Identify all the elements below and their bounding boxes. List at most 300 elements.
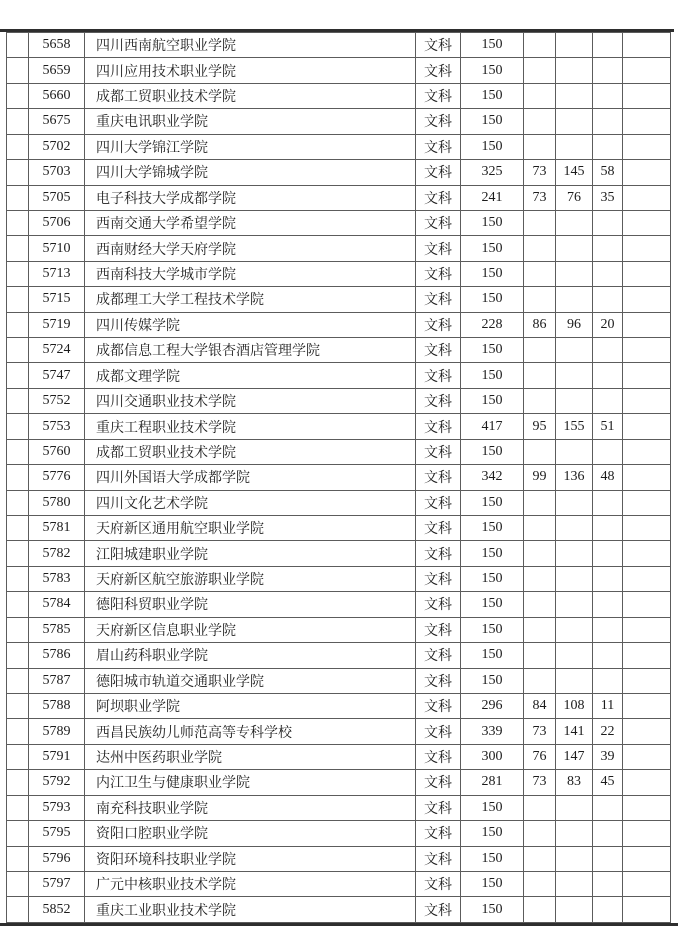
value-cell-2: [556, 566, 593, 591]
school-name-cell: 资阳口腔职业学院: [85, 821, 416, 846]
code-cell: 5675: [29, 109, 85, 134]
value-cell-1: [524, 83, 556, 108]
value-cell-4: [623, 83, 671, 108]
table-row: [7, 160, 671, 185]
school-name-cell: 重庆工业职业技术学院: [85, 897, 416, 923]
table-row: [7, 821, 671, 846]
value-cell-3: [593, 33, 623, 58]
value-cell-3: [593, 134, 623, 159]
value-cell-2: [556, 210, 593, 235]
value-cell-4: [623, 490, 671, 515]
value-cell-2: [556, 668, 593, 693]
value-cell-4: [623, 795, 671, 820]
value-cell-2: [556, 541, 593, 566]
value-cell-3: [593, 388, 623, 413]
school-name-cell: 广元中核职业技术学院: [85, 871, 416, 896]
score-cell: 150: [461, 490, 524, 515]
score-cell: 150: [461, 643, 524, 668]
school-name-cell: 成都工贸职业技术学院: [85, 439, 416, 464]
value-cell-3: [593, 287, 623, 312]
value-cell-3: 11: [593, 693, 623, 718]
score-cell: 150: [461, 439, 524, 464]
school-name-cell: 天府新区通用航空职业学院: [85, 516, 416, 541]
code-cell: 5793: [29, 795, 85, 820]
code-cell: 5705: [29, 185, 85, 210]
left-margin-cell: [7, 185, 29, 210]
subject-cell: 文科: [416, 312, 461, 337]
subject-cell: 文科: [416, 693, 461, 718]
table-row: [7, 210, 671, 235]
left-margin-cell: [7, 439, 29, 464]
value-cell-3: [593, 439, 623, 464]
value-cell-1: 95: [524, 414, 556, 439]
value-cell-2: [556, 871, 593, 896]
subject-cell: 文科: [416, 414, 461, 439]
value-cell-4: [623, 668, 671, 693]
subject-cell: 文科: [416, 744, 461, 769]
score-cell: 150: [461, 134, 524, 159]
code-cell: 5703: [29, 160, 85, 185]
score-cell: 150: [461, 846, 524, 871]
value-cell-3: [593, 338, 623, 363]
code-cell: 5706: [29, 210, 85, 235]
left-margin-cell: [7, 770, 29, 795]
school-name-cell: 四川西南航空职业学院: [85, 33, 416, 58]
left-margin-cell: [7, 414, 29, 439]
code-cell: 5791: [29, 744, 85, 769]
value-cell-3: 35: [593, 185, 623, 210]
code-cell: 5713: [29, 261, 85, 286]
value-cell-3: [593, 236, 623, 261]
score-cell: 150: [461, 236, 524, 261]
value-cell-2: [556, 83, 593, 108]
subject-cell: 文科: [416, 210, 461, 235]
value-cell-4: [623, 516, 671, 541]
left-margin-cell: [7, 821, 29, 846]
value-cell-4: [623, 363, 671, 388]
value-cell-2: [556, 236, 593, 261]
score-cell: 325: [461, 160, 524, 185]
subject-cell: 文科: [416, 719, 461, 744]
left-margin-cell: [7, 541, 29, 566]
left-margin-cell: [7, 566, 29, 591]
value-cell-1: 84: [524, 693, 556, 718]
school-name-cell: 内江卫生与健康职业学院: [85, 770, 416, 795]
value-cell-2: [556, 643, 593, 668]
value-cell-2: [556, 388, 593, 413]
value-cell-2: [556, 338, 593, 363]
value-cell-1: 76: [524, 744, 556, 769]
table-row: [7, 236, 671, 261]
score-cell: 150: [461, 871, 524, 896]
school-name-cell: 四川大学锦江学院: [85, 134, 416, 159]
score-cell: 150: [461, 592, 524, 617]
score-cell: 150: [461, 287, 524, 312]
left-margin-cell: [7, 897, 29, 923]
school-name-cell: 四川外国语大学成都学院: [85, 465, 416, 490]
score-cell: 150: [461, 261, 524, 286]
school-name-cell: 天府新区信息职业学院: [85, 617, 416, 642]
value-cell-3: [593, 795, 623, 820]
value-cell-1: [524, 643, 556, 668]
value-cell-4: [623, 287, 671, 312]
school-name-cell: 四川应用技术职业学院: [85, 58, 416, 83]
value-cell-1: [524, 58, 556, 83]
school-name-cell: 四川大学锦城学院: [85, 160, 416, 185]
table-row: [7, 261, 671, 286]
code-cell: 5719: [29, 312, 85, 337]
code-cell: 5710: [29, 236, 85, 261]
score-cell: 150: [461, 363, 524, 388]
value-cell-1: [524, 516, 556, 541]
school-name-cell: 达州中医药职业学院: [85, 744, 416, 769]
table-bottom-rule: [0, 923, 678, 926]
value-cell-4: [623, 592, 671, 617]
school-name-cell: 西南财经大学天府学院: [85, 236, 416, 261]
table-row: [7, 134, 671, 159]
value-cell-2: 96: [556, 312, 593, 337]
left-margin-cell: [7, 210, 29, 235]
table-row: [7, 795, 671, 820]
subject-cell: 文科: [416, 566, 461, 591]
value-cell-3: [593, 210, 623, 235]
value-cell-4: [623, 312, 671, 337]
value-cell-2: 83: [556, 770, 593, 795]
table-row: [7, 744, 671, 769]
code-cell: 5760: [29, 439, 85, 464]
left-margin-cell: [7, 719, 29, 744]
table-row: [7, 439, 671, 464]
score-cell: 150: [461, 897, 524, 923]
code-cell: 5789: [29, 719, 85, 744]
value-cell-2: [556, 897, 593, 923]
value-cell-1: 86: [524, 312, 556, 337]
value-cell-4: [623, 465, 671, 490]
value-cell-3: [593, 83, 623, 108]
left-margin-cell: [7, 160, 29, 185]
value-cell-4: [623, 693, 671, 718]
table-row: [7, 363, 671, 388]
table-row: [7, 617, 671, 642]
code-cell: 5702: [29, 134, 85, 159]
subject-cell: 文科: [416, 795, 461, 820]
value-cell-4: [623, 33, 671, 58]
subject-cell: 文科: [416, 83, 461, 108]
table-row: [7, 338, 671, 363]
value-cell-4: [623, 541, 671, 566]
subject-cell: 文科: [416, 261, 461, 286]
value-cell-2: 145: [556, 160, 593, 185]
code-cell: 5752: [29, 388, 85, 413]
value-cell-2: [556, 439, 593, 464]
value-cell-1: [524, 871, 556, 896]
subject-cell: 文科: [416, 134, 461, 159]
value-cell-3: 58: [593, 160, 623, 185]
score-cell: 417: [461, 414, 524, 439]
value-cell-3: 39: [593, 744, 623, 769]
value-cell-4: [623, 109, 671, 134]
value-cell-3: 51: [593, 414, 623, 439]
table-row: [7, 490, 671, 515]
subject-cell: 文科: [416, 388, 461, 413]
value-cell-1: [524, 617, 556, 642]
value-cell-3: 22: [593, 719, 623, 744]
subject-cell: 文科: [416, 439, 461, 464]
left-margin-cell: [7, 33, 29, 58]
school-name-cell: 天府新区航空旅游职业学院: [85, 566, 416, 591]
value-cell-1: [524, 490, 556, 515]
value-cell-3: 48: [593, 465, 623, 490]
left-margin-cell: [7, 363, 29, 388]
value-cell-2: [556, 821, 593, 846]
code-cell: 5797: [29, 871, 85, 896]
value-cell-3: 45: [593, 770, 623, 795]
subject-cell: 文科: [416, 617, 461, 642]
school-name-cell: 眉山药科职业学院: [85, 643, 416, 668]
table-row: [7, 871, 671, 896]
value-cell-3: [593, 490, 623, 515]
value-cell-1: 99: [524, 465, 556, 490]
value-cell-4: [623, 871, 671, 896]
subject-cell: 文科: [416, 58, 461, 83]
left-margin-cell: [7, 58, 29, 83]
value-cell-1: [524, 897, 556, 923]
value-cell-3: [593, 261, 623, 286]
value-cell-3: 20: [593, 312, 623, 337]
score-cell: 150: [461, 83, 524, 108]
value-cell-2: [556, 490, 593, 515]
value-cell-4: [623, 134, 671, 159]
score-cell: 241: [461, 185, 524, 210]
value-cell-2: 76: [556, 185, 593, 210]
code-cell: 5747: [29, 363, 85, 388]
school-name-cell: 成都信息工程大学银杏酒店管理学院: [85, 338, 416, 363]
table-row: [7, 846, 671, 871]
table-row: [7, 566, 671, 591]
table-row: [7, 643, 671, 668]
value-cell-1: [524, 566, 556, 591]
value-cell-4: [623, 414, 671, 439]
left-margin-cell: [7, 312, 29, 337]
table-row: [7, 312, 671, 337]
value-cell-1: [524, 795, 556, 820]
value-cell-2: 147: [556, 744, 593, 769]
value-cell-2: [556, 617, 593, 642]
value-cell-1: [524, 541, 556, 566]
school-name-cell: 西南交通大学希望学院: [85, 210, 416, 235]
left-margin-cell: [7, 83, 29, 108]
school-name-cell: 资阳环境科技职业学院: [85, 846, 416, 871]
value-cell-1: [524, 261, 556, 286]
code-cell: 5792: [29, 770, 85, 795]
value-cell-2: [556, 516, 593, 541]
school-name-cell: 南充科技职业学院: [85, 795, 416, 820]
code-cell: 5787: [29, 668, 85, 693]
subject-cell: 文科: [416, 770, 461, 795]
value-cell-1: [524, 109, 556, 134]
value-cell-4: [623, 236, 671, 261]
value-cell-1: [524, 846, 556, 871]
subject-cell: 文科: [416, 338, 461, 363]
school-name-cell: 阿坝职业学院: [85, 693, 416, 718]
school-name-cell: 成都理工大学工程技术学院: [85, 287, 416, 312]
score-cell: 150: [461, 541, 524, 566]
value-cell-1: [524, 821, 556, 846]
value-cell-4: [623, 58, 671, 83]
value-cell-4: [623, 744, 671, 769]
school-name-cell: 西南科技大学城市学院: [85, 261, 416, 286]
value-cell-2: 136: [556, 465, 593, 490]
left-margin-cell: [7, 643, 29, 668]
left-margin-cell: [7, 516, 29, 541]
table-row: [7, 541, 671, 566]
left-margin-cell: [7, 261, 29, 286]
left-margin-cell: [7, 287, 29, 312]
value-cell-3: [593, 592, 623, 617]
value-cell-2: [556, 109, 593, 134]
score-cell: 300: [461, 744, 524, 769]
value-cell-4: [623, 388, 671, 413]
table-row: [7, 719, 671, 744]
table-body: [7, 33, 671, 923]
table-row: [7, 185, 671, 210]
value-cell-3: [593, 846, 623, 871]
table-row: [7, 83, 671, 108]
value-cell-1: [524, 134, 556, 159]
code-cell: 5753: [29, 414, 85, 439]
table-row: [7, 33, 671, 58]
value-cell-3: [593, 363, 623, 388]
code-cell: 5776: [29, 465, 85, 490]
subject-cell: 文科: [416, 363, 461, 388]
score-cell: 150: [461, 566, 524, 591]
value-cell-3: [593, 109, 623, 134]
value-cell-4: [623, 439, 671, 464]
score-cell: 150: [461, 109, 524, 134]
value-cell-1: [524, 33, 556, 58]
left-margin-cell: [7, 338, 29, 363]
left-margin-cell: [7, 617, 29, 642]
value-cell-2: [556, 795, 593, 820]
value-cell-2: 141: [556, 719, 593, 744]
score-cell: 339: [461, 719, 524, 744]
left-margin-cell: [7, 592, 29, 617]
subject-cell: 文科: [416, 109, 461, 134]
value-cell-3: [593, 566, 623, 591]
table-row: [7, 668, 671, 693]
value-cell-4: [623, 160, 671, 185]
value-cell-1: [524, 287, 556, 312]
subject-cell: 文科: [416, 643, 461, 668]
value-cell-1: [524, 210, 556, 235]
score-cell: 150: [461, 795, 524, 820]
code-cell: 5783: [29, 566, 85, 591]
school-name-cell: 成都文理学院: [85, 363, 416, 388]
score-cell: 228: [461, 312, 524, 337]
school-name-cell: 四川交通职业技术学院: [85, 388, 416, 413]
value-cell-3: [593, 617, 623, 642]
value-cell-2: 108: [556, 693, 593, 718]
subject-cell: 文科: [416, 821, 461, 846]
left-margin-cell: [7, 236, 29, 261]
school-name-cell: 电子科技大学成都学院: [85, 185, 416, 210]
school-name-cell: 成都工贸职业技术学院: [85, 83, 416, 108]
value-cell-1: 73: [524, 160, 556, 185]
value-cell-3: [593, 821, 623, 846]
left-margin-cell: [7, 109, 29, 134]
table-row: [7, 414, 671, 439]
value-cell-4: [623, 617, 671, 642]
left-margin-cell: [7, 465, 29, 490]
score-cell: 150: [461, 210, 524, 235]
left-margin-cell: [7, 388, 29, 413]
score-cell: 150: [461, 388, 524, 413]
table-row: [7, 465, 671, 490]
subject-cell: 文科: [416, 236, 461, 261]
admission-scores-table: [6, 32, 671, 923]
score-cell: 150: [461, 33, 524, 58]
code-cell: 5658: [29, 33, 85, 58]
table-row: [7, 693, 671, 718]
school-name-cell: 四川传媒学院: [85, 312, 416, 337]
subject-cell: 文科: [416, 541, 461, 566]
code-cell: 5785: [29, 617, 85, 642]
value-cell-1: [524, 338, 556, 363]
value-cell-1: [524, 668, 556, 693]
left-margin-cell: [7, 693, 29, 718]
code-cell: 5786: [29, 643, 85, 668]
score-cell: 150: [461, 668, 524, 693]
code-cell: 5788: [29, 693, 85, 718]
subject-cell: 文科: [416, 160, 461, 185]
value-cell-3: [593, 897, 623, 923]
code-cell: 5795: [29, 821, 85, 846]
subject-cell: 文科: [416, 287, 461, 312]
code-cell: 5659: [29, 58, 85, 83]
score-cell: 150: [461, 338, 524, 363]
table-row: [7, 770, 671, 795]
score-cell: 281: [461, 770, 524, 795]
value-cell-1: [524, 439, 556, 464]
subject-cell: 文科: [416, 871, 461, 896]
code-cell: 5715: [29, 287, 85, 312]
school-name-cell: 西昌民族幼儿师范高等专科学校: [85, 719, 416, 744]
table-row: [7, 109, 671, 134]
left-margin-cell: [7, 846, 29, 871]
code-cell: 5796: [29, 846, 85, 871]
code-cell: 5781: [29, 516, 85, 541]
value-cell-2: [556, 58, 593, 83]
value-cell-2: [556, 287, 593, 312]
score-cell: 150: [461, 617, 524, 642]
value-cell-2: [556, 33, 593, 58]
value-cell-2: [556, 846, 593, 871]
score-cell: 150: [461, 516, 524, 541]
value-cell-4: [623, 643, 671, 668]
school-name-cell: 德阳科贸职业学院: [85, 592, 416, 617]
value-cell-1: 73: [524, 770, 556, 795]
value-cell-3: [593, 58, 623, 83]
subject-cell: 文科: [416, 516, 461, 541]
table-row: [7, 897, 671, 923]
subject-cell: 文科: [416, 33, 461, 58]
subject-cell: 文科: [416, 490, 461, 515]
code-cell: 5724: [29, 338, 85, 363]
table-row: [7, 287, 671, 312]
value-cell-2: [556, 592, 593, 617]
value-cell-4: [623, 566, 671, 591]
left-margin-cell: [7, 871, 29, 896]
